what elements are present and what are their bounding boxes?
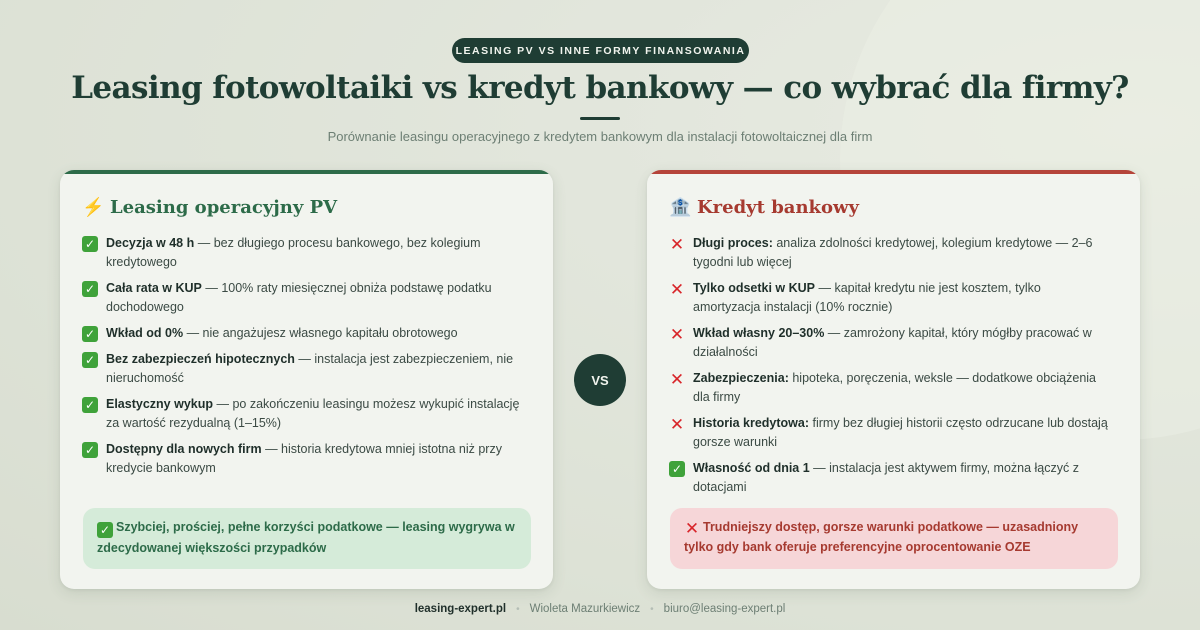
cross-icon: ✕ <box>669 279 685 299</box>
item-title: Dostępny dla nowych firm <box>106 442 262 456</box>
list-item <box>669 459 1109 497</box>
title-underline <box>580 117 620 120</box>
cross-icon: ✕ <box>669 234 685 254</box>
list-item <box>82 324 522 343</box>
footer-author: Wioleta Mazurkiewicz <box>529 603 641 615</box>
lightning-icon: ⚡ <box>82 197 105 218</box>
item-text: — nie angażujesz własnego kapitału obrotowego <box>183 326 458 340</box>
item-text: — historia kredytowa mniej istotna niż przy kredycie bankowym <box>106 442 502 475</box>
item-text: analiza zdolności kredytowej, kolegium kredytowe — 2–6 tygodni lub więcej <box>693 236 1093 269</box>
cross-icon: ✕ <box>684 519 700 538</box>
list-item <box>669 279 1109 317</box>
credit-card <box>647 170 1140 589</box>
credit-card-header <box>669 197 859 218</box>
list-item <box>669 324 1109 362</box>
footer-email-link[interactable]: biuro@leasing-expert.pl <box>663 603 786 615</box>
item-text: — instalacja jest zabezpieczeniem, nie nieruchomość <box>106 352 514 385</box>
checkmark-icon: ✓ <box>82 397 98 413</box>
item-text: firmy bez długiej historii często odrzucane lub dostają gorsze warunki <box>693 416 1108 449</box>
item-text: — kapitał kredytu nie jest kosztem, tylko amortyzacja instalacji (10% rocznie) <box>693 281 1041 314</box>
leasing-verdict <box>83 508 531 569</box>
cross-icon: ✕ <box>669 324 685 344</box>
item-title: Długi proces: <box>693 236 773 250</box>
cross-icon: ✕ <box>669 369 685 389</box>
footer-site-link[interactable]: leasing-expert.pl <box>414 603 507 615</box>
item-title: Cała rata w KUP <box>106 281 202 295</box>
list-item <box>669 414 1109 452</box>
verdict-text: Szybciej, prościej, pełne korzyści podatkowe — leasing wygrywa w zdecydowanej większości przypadków <box>97 520 515 555</box>
separator-dot: • <box>650 603 654 615</box>
leasing-card-title: Leasing operacyjny PV <box>110 197 338 218</box>
page-title: Leasing fotowoltaiki vs kredyt bankowy — co wybrać dla firmy? <box>71 70 1129 106</box>
vs-badge: VS <box>574 354 626 406</box>
item-title: Wkład własny 20–30% <box>693 326 825 340</box>
item-title: Własność od dnia 1 <box>693 461 810 475</box>
item-title: Elastyczny wykup <box>106 397 213 411</box>
list-item <box>669 369 1109 407</box>
credit-verdict <box>670 508 1118 569</box>
item-text: — zamrożony kapitał, który mógłby pracować w działalności <box>693 326 1092 359</box>
footer <box>0 603 1200 615</box>
checkmark-icon: ✓ <box>82 326 98 342</box>
checkmark-icon: ✓ <box>82 442 98 458</box>
cross-icon: ✕ <box>669 414 685 434</box>
checkmark-icon: ✓ <box>82 236 98 252</box>
verdict-text: Trudniejszy dostęp, gorsze warunki podatkowe — uzasadniony tylko gdy bank oferuje preferencyjne oprocentowanie OZE <box>684 520 1079 554</box>
bank-icon: 🏦 <box>669 197 692 218</box>
checkmark-icon: ✓ <box>97 522 113 538</box>
list-item <box>82 234 522 272</box>
list-item <box>82 440 522 478</box>
item-text: — instalacja jest aktywem firmy, można łączyć z dotacjami <box>693 461 1079 494</box>
credit-card-title: Kredyt bankowy <box>697 197 859 218</box>
list-item <box>82 350 522 388</box>
separator-dot: • <box>516 603 520 615</box>
leasing-card-header <box>82 197 337 218</box>
list-item <box>82 395 522 433</box>
list-item <box>669 234 1109 272</box>
checkmark-icon: ✓ <box>82 281 98 297</box>
page-subtitle: Porównanie leasingu operacyjnego z kredytem bankowym dla instalacji fotowoltaicznej dla firm <box>327 129 873 144</box>
leasing-card <box>60 170 553 589</box>
item-text: — po zakończeniu leasingu możesz wykupić instalację za wartość rezydualną (1–15%) <box>106 397 520 430</box>
item-title: Decyzja w 48 h <box>106 236 195 250</box>
leasing-pros-list <box>82 234 522 485</box>
checkmark-icon: ✓ <box>82 352 98 368</box>
category-badge: LEASING PV VS INNE FORMY FINANSOWANIA <box>452 38 749 63</box>
item-text: — bez długiego procesu bankowego, bez kolegium kredytowego <box>106 236 481 269</box>
item-title: Wkład od 0% <box>106 326 184 340</box>
item-text: hipoteka, poręczenia, weksle — dodatkowe obciążenia dla firmy <box>693 371 1097 404</box>
item-title: Historia kredytowa: <box>693 416 810 430</box>
checkmark-icon: ✓ <box>669 461 685 477</box>
item-title: Bez zabezpieczeń hipotecznych <box>106 352 295 366</box>
item-title: Zabezpieczenia: <box>693 371 789 385</box>
list-item <box>82 279 522 317</box>
item-title: Tylko odsetki w KUP <box>693 281 816 295</box>
item-text: — 100% raty miesięcznej obniża podstawę podatku dochodowego <box>106 281 492 314</box>
credit-cons-list <box>669 234 1109 504</box>
